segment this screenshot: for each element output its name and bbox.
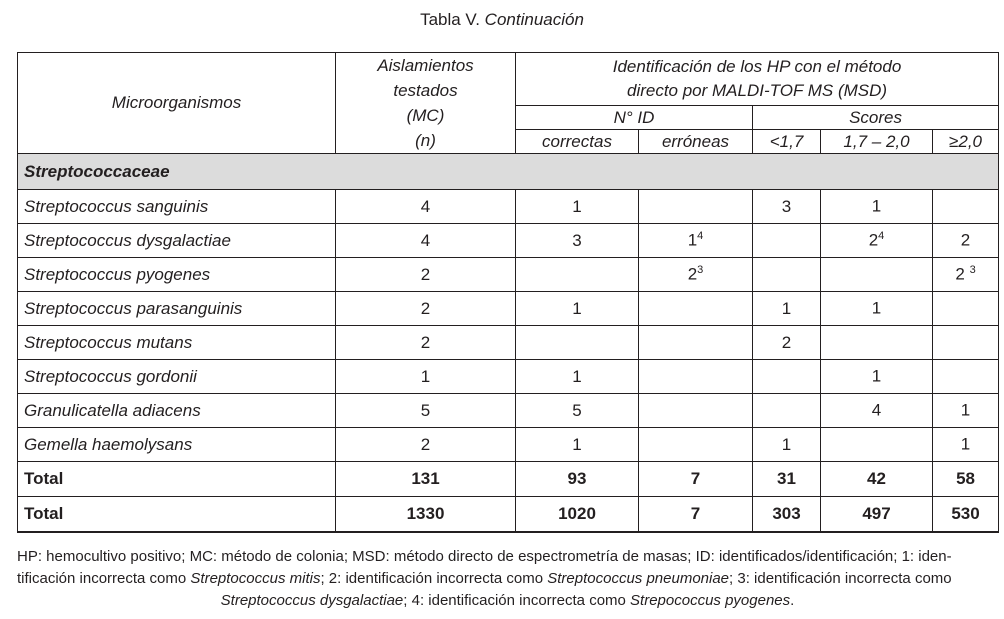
results-table <box>17 52 999 533</box>
header-identificacion-l1: Identificación de los HP con el método <box>612 57 902 76</box>
total-range: 42 <box>821 462 933 497</box>
cell-value: 1 <box>572 434 582 454</box>
cell-lt17 <box>753 394 821 428</box>
footnote-species: Strepococcus pyogenes <box>630 592 791 609</box>
cell-n <box>336 394 516 428</box>
cell-value: 1 <box>871 196 882 216</box>
footnote-ref: 3 <box>697 264 704 277</box>
cell-value: 2 <box>955 264 970 284</box>
cell-range <box>821 394 933 428</box>
cell-erroneas <box>639 190 753 224</box>
total-n: 1330 <box>336 497 516 533</box>
footnote-text: ; 4: identificación incorrecta como <box>403 592 631 609</box>
cell-value: 2 <box>420 332 431 352</box>
caption-prefix: Tabla V. <box>420 10 480 29</box>
cell-ge20 <box>933 258 999 292</box>
cell-value: 1 <box>687 230 698 250</box>
cell-correctas <box>516 190 639 224</box>
cell-n <box>336 326 516 360</box>
cell-n <box>336 224 516 258</box>
footnote-ref: 4 <box>697 230 704 243</box>
family-row: Streptococcaceae <box>18 154 999 190</box>
cell-range <box>821 428 933 462</box>
header-lt17: <1,7 <box>753 130 821 154</box>
cell-correctas <box>516 360 639 394</box>
table-row <box>18 326 999 360</box>
cell-value: 3 <box>781 196 792 216</box>
cell-ge20 <box>933 292 999 326</box>
header-correctas: correctas <box>516 130 639 154</box>
total-label: Total <box>18 497 336 533</box>
cell-erroneas <box>639 326 753 360</box>
cell-value: 4 <box>871 400 882 420</box>
cell-n <box>336 190 516 224</box>
table-row <box>18 190 999 224</box>
cell-correctas <box>516 394 639 428</box>
table-caption <box>0 10 1004 30</box>
table-row <box>18 394 999 428</box>
total-ge20: 530 <box>933 497 999 533</box>
cell-value: 1 <box>960 400 971 420</box>
cell-erroneas <box>639 394 753 428</box>
header-scores: Scores <box>753 106 999 130</box>
total-erroneas: 7 <box>639 462 753 497</box>
footnote-ref: 3 <box>969 264 976 277</box>
total-n: 131 <box>336 462 516 497</box>
cell-value: 3 <box>572 230 582 250</box>
cell-correctas <box>516 428 639 462</box>
header-aislamientos <box>336 53 516 154</box>
table-row <box>18 360 999 394</box>
footnote-text: . <box>790 592 795 609</box>
header-aislamientos-l4: (n) <box>415 131 436 150</box>
cell-erroneas <box>639 292 753 326</box>
cell-erroneas <box>639 428 753 462</box>
species-name: Streptococcus sanguinis <box>18 190 336 224</box>
cell-lt17 <box>753 292 821 326</box>
cell-correctas <box>516 326 639 360</box>
total-row <box>18 497 999 533</box>
footnote-text: ; 3: identificación incorrecta como <box>729 570 952 587</box>
header-identificacion <box>516 53 999 106</box>
cell-value: 2 <box>687 264 698 284</box>
cell-value: 1 <box>960 434 971 454</box>
species-name: Streptococcus gordonii <box>18 360 336 394</box>
cell-correctas <box>516 258 639 292</box>
table-row <box>18 292 999 326</box>
cell-lt17 <box>753 224 821 258</box>
header-aislamientos-l2: testados <box>393 81 458 100</box>
cell-ge20 <box>933 360 999 394</box>
cell-value: 5 <box>572 400 582 420</box>
footnote-line-1: HP: hemocultivo positivo; MC: método de colonia; MSD: método directo de espectrometría de masas; ID: identificados/identificación; 1: iden- <box>17 548 952 565</box>
cell-value: 1 <box>420 366 431 386</box>
cell-value: 1 <box>871 298 882 318</box>
cell-lt17 <box>753 190 821 224</box>
header-microorganismos: Microorganismos <box>18 53 336 154</box>
table-row <box>18 258 999 292</box>
cell-value: 2 <box>420 298 431 318</box>
cell-value: 4 <box>420 230 431 250</box>
total-row <box>18 462 999 497</box>
cell-correctas <box>516 224 639 258</box>
total-lt17: 303 <box>753 497 821 533</box>
footnote-species: Streptococcus pneumoniae <box>547 570 730 587</box>
cell-value: 5 <box>420 400 431 420</box>
total-range: 497 <box>821 497 933 533</box>
cell-erroneas <box>639 224 753 258</box>
cell-erroneas <box>639 258 753 292</box>
cell-lt17 <box>753 326 821 360</box>
footnote-line-2 <box>17 568 998 590</box>
species-name: Gemella haemolysans <box>18 428 336 462</box>
cell-range <box>821 190 933 224</box>
species-name: Streptococcus pyogenes <box>18 258 336 292</box>
cell-lt17 <box>753 360 821 394</box>
footnote-species: Streptococcus mitis <box>190 570 321 587</box>
cell-range <box>821 360 933 394</box>
species-name: Granulicatella adiacens <box>18 394 336 428</box>
cell-value: 2 <box>960 230 971 250</box>
total-correctas: 1020 <box>516 497 639 533</box>
footnote-line-3 <box>17 590 998 612</box>
caption-title: Continuación <box>484 10 584 29</box>
cell-ge20 <box>933 428 999 462</box>
header-erroneas: erróneas <box>639 130 753 154</box>
cell-value: 2 <box>420 264 431 284</box>
cell-n <box>336 292 516 326</box>
footnote-ref: 4 <box>878 230 885 243</box>
cell-value: 1 <box>781 298 792 318</box>
total-erroneas: 7 <box>639 497 753 533</box>
cell-erroneas <box>639 360 753 394</box>
total-label: Total <box>18 462 336 497</box>
cell-value: 1 <box>572 366 582 386</box>
cell-n <box>336 360 516 394</box>
cell-ge20 <box>933 326 999 360</box>
table-row <box>18 428 999 462</box>
cell-value: 1 <box>781 434 792 454</box>
table-row <box>18 224 999 258</box>
cell-n <box>336 428 516 462</box>
species-name: Streptococcus parasanguinis <box>18 292 336 326</box>
cell-correctas <box>516 292 639 326</box>
footnote-species: Streptococcus dysgalactiae <box>220 592 404 609</box>
species-name: Streptococcus mutans <box>18 326 336 360</box>
footnote-text: ; 2: identificación incorrecta como <box>320 570 548 587</box>
cell-ge20 <box>933 394 999 428</box>
header-n-id: N° ID <box>516 106 753 130</box>
cell-range <box>821 292 933 326</box>
cell-value: 1 <box>572 298 582 318</box>
total-ge20: 58 <box>933 462 999 497</box>
cell-range <box>821 326 933 360</box>
cell-lt17 <box>753 428 821 462</box>
total-correctas: 93 <box>516 462 639 497</box>
cell-value: 1 <box>871 366 882 386</box>
cell-range <box>821 258 933 292</box>
cell-value: 2 <box>420 434 431 454</box>
cell-ge20 <box>933 190 999 224</box>
cell-lt17 <box>753 258 821 292</box>
header-identificacion-l2: directo por MALDI-TOF MS (MSD) <box>626 81 888 100</box>
footnote-text: tificación incorrecta como <box>17 570 191 587</box>
cell-value: 1 <box>572 196 582 216</box>
species-name: Streptococcus dysgalactiae <box>18 224 336 258</box>
table-footnote <box>17 546 998 612</box>
header-aislamientos-l3: (MC) <box>406 106 445 125</box>
cell-ge20 <box>933 224 999 258</box>
header-ge20: ≥2,0 <box>933 130 999 154</box>
total-lt17: 31 <box>753 462 821 497</box>
cell-range <box>821 224 933 258</box>
header-aislamientos-l1: Aislamientos <box>377 56 474 75</box>
cell-value: 4 <box>420 196 431 216</box>
cell-value: 2 <box>781 332 792 352</box>
cell-value: 2 <box>868 230 879 250</box>
header-range: 1,7 – 2,0 <box>821 130 933 154</box>
cell-n <box>336 258 516 292</box>
